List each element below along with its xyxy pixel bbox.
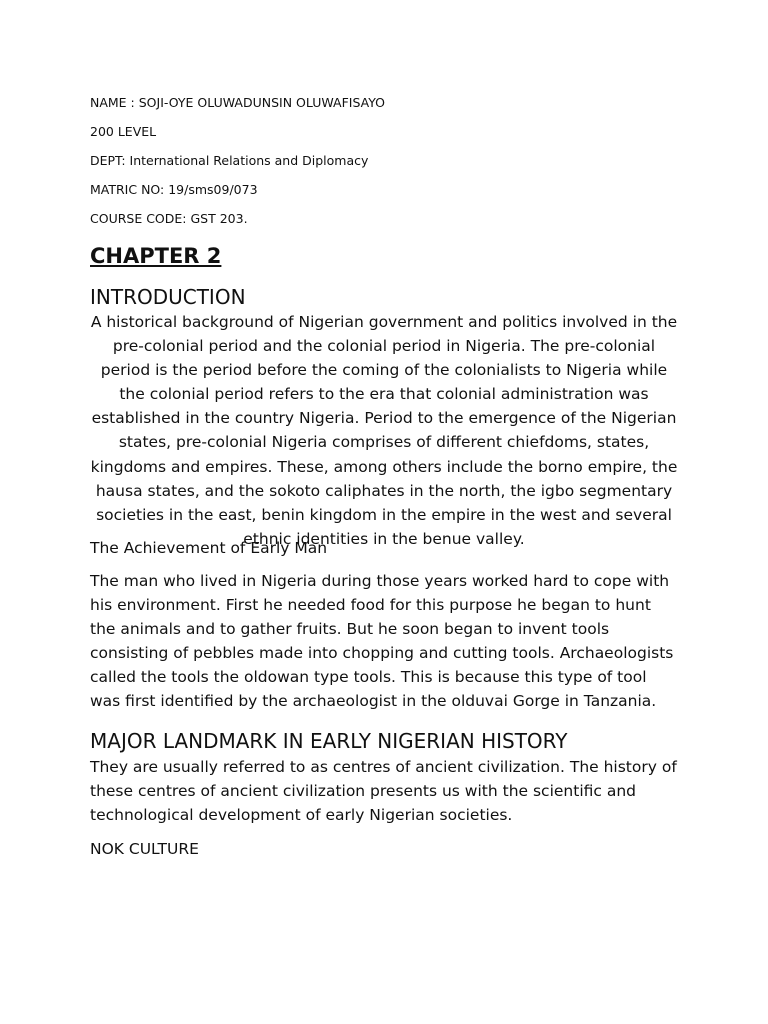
student-name: NAME : SOJI-OYE OLUWADUNSIN OLUWAFISAYO bbox=[90, 95, 386, 110]
matric-number: MATRIC NO: 19/sms09/073 bbox=[90, 182, 258, 197]
introduction-heading: INTRODUCTION bbox=[90, 285, 246, 309]
course-code: COURSE CODE: GST 203. bbox=[90, 211, 248, 226]
achievement-heading: The Achievement of Early Man bbox=[90, 539, 328, 557]
student-level: 200 LEVEL bbox=[90, 124, 157, 139]
chapter-title: CHAPTER 2 bbox=[90, 244, 222, 268]
introduction-paragraph: A historical background of Nigerian government and politics involved in the pre-colonial period and the colonial period in Nigeria. The pre-colonial period is the period before the coming of the colonialists to Nigeria while the colonial period refers to the era that colonial administration was established in the country Nigeria. Period to the emergence of the Nigerian states, pre-colonial Nigeria comprises of different chiefdoms, states, kingdoms and empires. These, among others include the borno empire, the hausa states, and the sokoto caliphates in the north, the igbo segmentary societies in the east, benin kingdom in the empire in the west and several ethnic identities in the benue valley. bbox=[90, 313, 678, 548]
nok-culture-heading: NOK CULTURE bbox=[90, 840, 199, 858]
achievement-paragraph: The man who lived in Nigeria during those years worked hard to cope with his environment. First he needed food for this purpose he began to hunt the animals and to gather fruits. But he soon began to invent tools consisting of pebbles made into chopping and cutting tools. Archaeologists called the tools the oldowan type tools. This is because this type of tool was first identified by the archaeologist in the olduvai Gorge in Tanzania. bbox=[90, 572, 674, 711]
landmark-paragraph: They are usually referred to as centres of ancient civilization. The history of these centres of ancient civilization presents us with the scientific and technological development of early Nigerian societies. bbox=[90, 758, 677, 825]
student-department: DEPT: International Relations and Diplomacy bbox=[90, 153, 369, 168]
landmark-heading: MAJOR LANDMARK IN EARLY NIGERIAN HISTORY bbox=[90, 729, 568, 753]
